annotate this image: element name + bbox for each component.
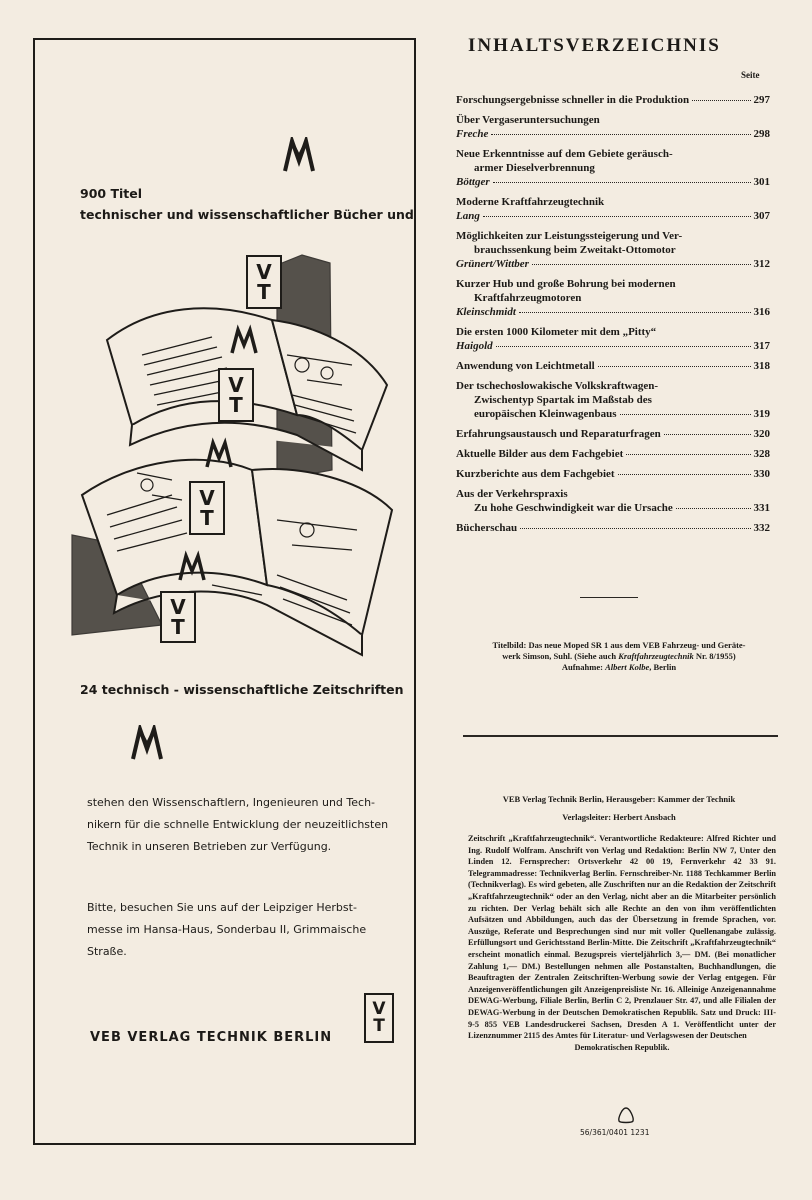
toc-leader-dots (620, 413, 751, 415)
ad-body-paragraph: stehen den Wissenschaftlern, Ingenieuren und Tech- nikern für die schnelle Entwicklung der neuzeitlichsten Technik in unseren Betrieben zur Verfügung. (87, 796, 389, 853)
toc-page-number: 312 (753, 258, 770, 270)
ad-headline-books: technischer und wissenschaftlicher Bücher und (80, 207, 414, 222)
toc-page-number: 328 (753, 448, 770, 460)
toc-entry-title: Aktuelle Bilder aus dem Fachgebiet (456, 448, 624, 460)
toc-leader-dots (491, 133, 750, 135)
toc-entry-title: Moderne Kraftfahrzeugtechnik (456, 196, 605, 208)
divider-short (580, 597, 638, 598)
print-code: 56/361/0401 1231 (580, 1128, 650, 1137)
toc-leader-dots (496, 345, 751, 347)
toc-leader-dots (520, 527, 750, 529)
toc-leader-dots (493, 181, 751, 183)
toc-entry (456, 93, 770, 107)
toc-leader-dots (626, 453, 750, 455)
toc-entry-title: Über Vergaseruntersuchungen (456, 114, 600, 126)
messe-logo-icon (283, 137, 315, 173)
toc-entry-title: armer Dieselverbrennung (474, 162, 595, 174)
toc-entry (456, 229, 770, 271)
toc-entry (456, 277, 770, 319)
toc-entry (456, 487, 770, 515)
toc-page-number: 307 (753, 210, 770, 222)
messe-logo-icon (131, 725, 163, 761)
toc-entry (456, 521, 770, 535)
toc-entry-title: Der tschechoslowakische Volkskraftwagen- (456, 380, 659, 392)
imprint-text: Zeitschrift „Kraftfahrzeugtechnik“. Verantwortliche Redakteure: Alfred Richter und Ing. Rudolf Wolfram. Anschrift von Verlag und Redaktion: Berlin NW 7, Unter den Linden 12. Fernsprecher: Ortsverkehr 42 00 19, Fernverkehr 42 33 91. Telegrammadresse: Technikverlag Berlin. Fernschreiber-Nr. 1188 Techkammer Berlin (Technikverlag). Es wird gebeten, alle Zuschriften nur an die Redaktion der Zeitschrift „Kraftfahrzeugtechnik“ oder an den Verlag, nicht aber an die Mitarbeiter persönlich zu richten. Der Verlag behält sich alle Rechte an den von ihm veröffentlichten Aufsätzen und Abbildungen, auch das der Übersetzung in fremde Sprachen, vor. Auszüge, Referate und Besprechungen sind nur mit voller Quellenangabe zulässig. Erfüllungsort und Gerichtsstand Berlin-Mitte. Die Zeitschrift „Kraftfahrzeugtechnik“ erscheint monatlich einmal. Bezugspreis vierteljährlich 3,— DM. (Bei monatlicher Zahlung 1,— DM.) Bestellungen nehmen alle Postanstalten, Buchhandlungen, die Beauftragten der Zentralen Zeitschriften-Werbung sowie der Verlag entgegen. Für Anzeigenveröffentlichungen gilt Anzeigenpreisliste Nr. 16. Alleinige Anzeigenannahme DEWAG-Werbung, Filiale Berlin, Berlin C 2, Prenzlauer Str. 47, und alle Filialen der DEWAG-Werbung in der Deutschen Demokratischen Republik. Satz und Druck: III-9-5 855 VEB Landesdruckerei Sachsen, Dresden A 1. Veröffentlicht unter der Lizenznummer 2115 des Amtes für Literatur- und Verlagswesen der Deutschen Demokratischen Republik. (468, 834, 776, 1052)
toc-page-number: 318 (753, 360, 770, 372)
toc-entry-title: Kraftfahrzeugmotoren (474, 292, 582, 304)
toc-page-number: 331 (753, 502, 770, 514)
toc-entry (456, 379, 770, 421)
toc-entry (456, 467, 770, 481)
cover-caption: Titelbild: Das neue Moped SR 1 aus dem VEB Fahrzeug- und Geräte- werk Simson, Suhl. (Siehe auch Kraftfahrzeugtechnik Nr. 8/1955) Aufnahme: Albert Kolbe, Berlin (492, 640, 746, 672)
toc-entry-title: europäischen Kleinwagenbaus (474, 408, 617, 420)
toc-entry-title: Anwendung von Leichtmetall (456, 360, 595, 372)
vt-logo-icon: V T (246, 255, 282, 309)
vt-logo-icon: V T (364, 993, 394, 1043)
ad-visit-paragraph: Bitte, besuchen Sie uns auf der Leipziger Herbst- messe im Hansa-Haus, Sonderbau II, Grimmaische Straße. (87, 901, 367, 958)
toc-page-number: 298 (753, 128, 770, 140)
toc-entry-title: brauchssenkung beim Zweitakt-Ottomotor (474, 244, 676, 256)
toc-entry-title: Die ersten 1000 Kilometer mit dem „Pitty“ (456, 326, 657, 338)
toc-entry-title: Neue Erkenntnisse auf dem Gebiete geräusch- (456, 148, 673, 160)
toc-leader-dots (676, 507, 751, 509)
toc-leader-dots (618, 473, 751, 475)
toc-entry (456, 113, 770, 141)
toc-entry-title: Zwischentyp Spartak im Maßstab des (474, 394, 652, 406)
toc-entry (456, 147, 770, 189)
toc-page-number: 319 (753, 408, 770, 420)
toc-entry (456, 427, 770, 441)
triangle-mark-icon (616, 1106, 636, 1124)
toc-entry-title: Aus der Verkehrspraxis (456, 488, 568, 500)
toc-author: Böttger (456, 176, 490, 188)
vt-logo-icon: V T (189, 481, 225, 535)
toc-page-number: 301 (753, 176, 770, 188)
toc-entry-title: Zu hohe Geschwindigkeit war die Ursache (474, 502, 673, 514)
toc-author: Kleinschmidt (456, 306, 516, 318)
toc-page-number: 320 (753, 428, 770, 440)
toc-entry (456, 195, 770, 223)
toc-title: INHALTSVERZEICHNIS (468, 35, 721, 56)
toc-entry-title: Bücherschau (456, 522, 518, 534)
toc-leader-dots (483, 215, 751, 217)
toc-entry (456, 325, 770, 353)
toc-page-number: 332 (753, 522, 770, 534)
toc-page-number: 316 (753, 306, 770, 318)
toc-leader-dots (519, 311, 751, 313)
toc-page-number: 297 (753, 94, 770, 106)
toc-author: Freche (456, 128, 489, 140)
toc-leader-dots (598, 365, 751, 367)
toc-page-header: Seite (741, 70, 760, 80)
ad-publisher-name: VEB VERLAG TECHNIK BERLIN (90, 1030, 333, 1045)
toc-author: Lang (456, 210, 480, 222)
toc-author: Grünert/Wittber (456, 258, 529, 270)
books-illustration (62, 245, 402, 675)
toc-entry-title: Möglichkeiten zur Leistungssteigerung und Ver- (456, 230, 683, 242)
imprint-header: VEB Verlag Technik Berlin, Herausgeber: Kammer der Technik Verlagsleiter: Herbert Ansbach (502, 794, 736, 822)
toc-leader-dots (532, 263, 751, 265)
toc-leader-dots (692, 99, 750, 101)
vt-logo-icon: V T (160, 591, 196, 643)
toc-page-number: 317 (753, 340, 770, 352)
toc-entry-title: Kurzer Hub und große Bohrung bei modernen (456, 278, 676, 290)
toc-entry-title: Forschungsergebnisse schneller in die Produktion (456, 94, 690, 106)
ad-headline-count: 900 Titel (80, 186, 142, 201)
table-of-contents (456, 93, 770, 541)
toc-entry-title: Kurzberichte aus dem Fachgebiet (456, 468, 615, 480)
toc-entry (456, 359, 770, 373)
toc-entry-title: Erfahrungsaustausch und Reparaturfragen (456, 428, 661, 440)
toc-entry (456, 447, 770, 461)
vt-logo-icon: V T (218, 368, 254, 422)
ad-headline-journals: 24 technisch - wissenschaftliche Zeitschriften (80, 682, 404, 697)
toc-leader-dots (664, 433, 751, 435)
toc-page-number: 330 (753, 468, 770, 480)
toc-author: Haigold (456, 340, 493, 352)
divider-long (463, 735, 778, 737)
